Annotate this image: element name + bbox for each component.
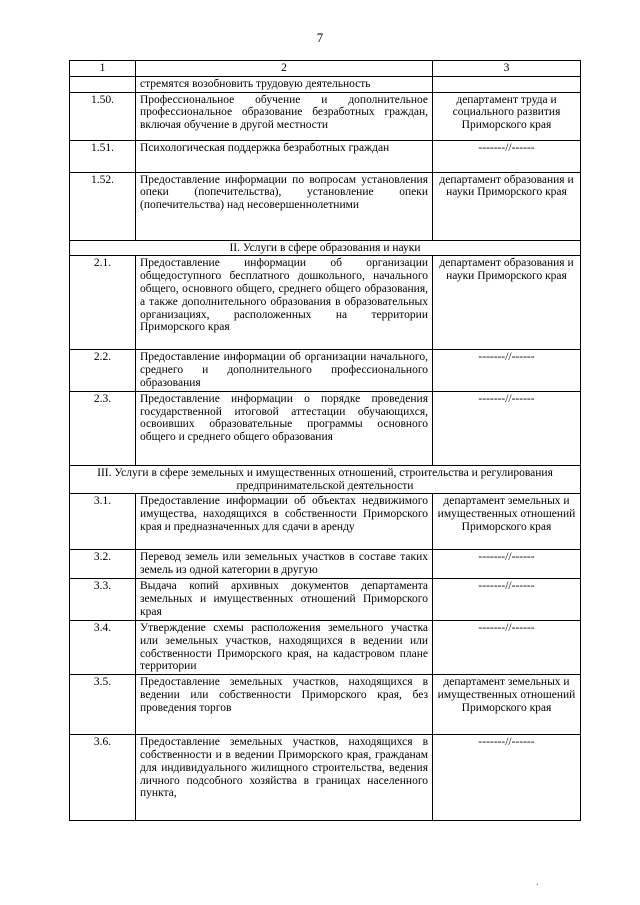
item-number: 3.1. [70, 494, 136, 550]
responsible-department: департамент образования и науки Приморского края [433, 172, 581, 240]
table-row [70, 735, 581, 821]
scan-speck: . [536, 877, 539, 888]
table-row [70, 578, 581, 620]
responsible-department: -------//------ [433, 140, 581, 172]
table-row [70, 550, 581, 579]
service-description: Выдача копий архивных документов департамента земельных и имущественных отношений Приморского края [136, 578, 433, 620]
section-title: III. Услуги в сфере земельных и имущественных отношений, строительства и регулирования предпринимательской деятельности [70, 465, 581, 494]
item-number: 3.2. [70, 550, 136, 579]
service-description: Предоставление информации об организации начального, среднего и дополнительного профессионального образования [136, 350, 433, 391]
responsible-department: департамент труда и социального развития Приморского края [433, 92, 581, 140]
table-row [70, 675, 581, 735]
table-row [70, 140, 581, 172]
service-description: Предоставление информации об объектах недвижимого имущества, находящихся в собственности Приморского края и предназначенных для сдачи в аренду [136, 494, 433, 550]
responsible-department: -------//------ [433, 620, 581, 674]
item-number: 2.1. [70, 256, 136, 350]
responsible-department: департамент земельных и имущественных отношений Приморского края [433, 675, 581, 735]
section-row [70, 240, 581, 256]
column-header-3: 3 [433, 61, 581, 77]
column-header-1: 1 [70, 61, 136, 77]
service-description: Психологическая поддержка безработных граждан [136, 140, 433, 172]
continuation-row [70, 76, 581, 92]
service-description: Профессиональное обучение и дополнительное профессиональное образование безработных граждан, включая обучение в другой местности [136, 92, 433, 140]
item-number: 2.2. [70, 350, 136, 391]
responsible-department: -------//------ [433, 735, 581, 821]
services-table [69, 60, 581, 821]
section-row [70, 465, 581, 494]
service-description: Предоставление земельных участков, находящихся в ведении или собственности Приморского края, без проведения торгов [136, 675, 433, 735]
table-row [70, 494, 581, 550]
item-number: 2.3. [70, 391, 136, 465]
item-number: 3.4. [70, 620, 136, 674]
continuation-text: стремятся возобновить трудовую деятельность [136, 76, 433, 92]
service-description: Предоставление информации о порядке проведения государственной итоговой аттестации обучающихся, освоивших образовательные программы основного общего и среднего общего образования [136, 391, 433, 465]
responsible-department: -------//------ [433, 550, 581, 579]
item-number: 3.5. [70, 675, 136, 735]
item-number: 1.50. [70, 92, 136, 140]
item-number: 3.3. [70, 578, 136, 620]
item-number: 1.51. [70, 140, 136, 172]
table-row [70, 350, 581, 391]
table-header-row [70, 61, 581, 77]
item-number: 1.52. [70, 172, 136, 240]
table-row [70, 92, 581, 140]
item-number: 3.6. [70, 735, 136, 821]
page-number: 7 [316, 30, 324, 45]
continuation-num-cell [70, 76, 136, 92]
service-description: Предоставление информации об организации общедоступного бесплатного дошкольного, начального общего, основного общего, среднего общего образования, а также дополнительного образования в образовательных организациях, расположенных на территории Приморского края [136, 256, 433, 350]
responsible-department: департамент образования и науки Приморского края [433, 256, 581, 350]
table-row [70, 391, 581, 465]
service-description: Предоставление земельных участков, находящихся в собственности и в ведении Приморского края, гражданам для индивидуального жилищного строительства, ведения личного подсобного хозяйства в границах населенного пункта, [136, 735, 433, 821]
table-row [70, 620, 581, 674]
responsible-department: -------//------ [433, 578, 581, 620]
table-row [70, 172, 581, 240]
service-description: Предоставление информации по вопросам установления опеки (попечительства), установление опеки (попечительства) над несовершеннолетними [136, 172, 433, 240]
column-header-2: 2 [136, 61, 433, 77]
table-row [70, 256, 581, 350]
responsible-department: -------//------ [433, 350, 581, 391]
service-description: Перевод земель или земельных участков в составе таких земель из одной категории в другую [136, 550, 433, 579]
section-title: II. Услуги в сфере образования и науки [70, 240, 581, 256]
responsible-department: -------//------ [433, 391, 581, 465]
service-description: Утверждение схемы расположения земельного участка или земельных участков, находящихся в ведении или собственности Приморского края, на кадастровом плане территории [136, 620, 433, 674]
responsible-department: департамент земельных и имущественных отношений Приморского края [433, 494, 581, 550]
continuation-dept-cell [433, 76, 581, 92]
